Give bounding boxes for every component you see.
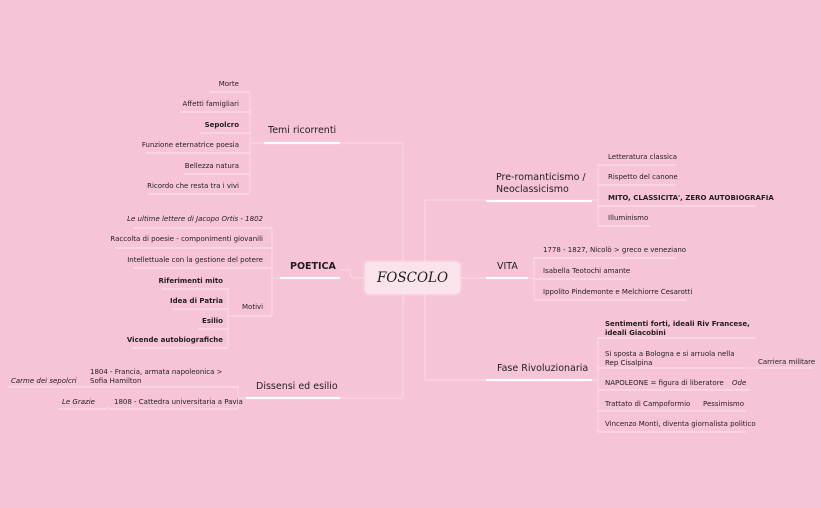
vita-item[interactable]: Ippolito Pindemonte e Melchiorre Cesarotti (543, 288, 693, 296)
preromanticismo-item[interactable]: Letteratura classica (608, 153, 678, 161)
temi-item[interactable]: Morte (218, 80, 239, 88)
fase-item[interactable]: Si sposta a Bologna e si arruola nella Rep Cisalpina (605, 350, 735, 367)
poetica-item[interactable]: Le ultime lettere di Jacopo Ortis - 1802 (127, 215, 263, 223)
fase-item[interactable]: Sentimenti forti, ideali Riv Francese, ideali Giacobini (605, 320, 750, 337)
vita-item[interactable]: Isabella Teotochi amante (543, 267, 631, 275)
dissensi-note[interactable]: Carme dei sepolcri (11, 377, 77, 385)
fase-item[interactable]: Vincenzo Monti, diventa giornalista politico (605, 420, 756, 428)
dissensi-note[interactable]: Le Grazie (62, 398, 95, 406)
motivi-item[interactable]: Riferimenti mito (158, 277, 223, 285)
temi-item[interactable]: Ricordo che resta tra i vivi (147, 182, 239, 190)
temi-item[interactable]: Affetti famigliari (182, 100, 239, 108)
preromanticismo-item[interactable]: Illuminismo (608, 214, 649, 222)
poetica-item[interactable]: Intellettuale con la gestione del potere (127, 256, 263, 264)
vita-item[interactable]: 1778 - 1827, Nicolò > greco e veneziano (543, 246, 687, 254)
branch-poetica[interactable]: POETICA (290, 261, 336, 272)
temi-item[interactable]: Funzione eternatrice poesia (141, 141, 239, 149)
preromanticismo-item[interactable]: MITO, CLASSICITA', ZERO AUTOBIOGRAFIA (608, 194, 774, 202)
branch-fase-rivoluzionaria[interactable]: Fase Rivoluzionaria (497, 363, 589, 374)
motivi-item[interactable]: Esilio (202, 317, 223, 325)
motivi-item[interactable]: Idea di Patria (170, 297, 223, 305)
branch-dissensi-esilio[interactable]: Dissensi ed esilio (256, 381, 338, 392)
fase-item[interactable]: Trattato di Campoformio (605, 400, 691, 408)
branch-temi-ricorrenti[interactable]: Temi ricorrenti (268, 125, 337, 136)
dissensi-item[interactable]: 1808 - Cattedra universitaria a Pavia (114, 398, 243, 406)
poetica-item[interactable]: Raccolta di poesie - componimenti giovanili (110, 235, 263, 243)
dissensi-item[interactable]: 1804 - Francia, armata napoleonica > Sofia Hamilton (90, 368, 223, 385)
branch-vita[interactable]: VITA (497, 261, 518, 272)
preromanticismo-item[interactable]: Rispetto del canone (608, 173, 678, 181)
fase-note[interactable]: Pessimismo (703, 400, 745, 408)
branch-preromanticismo[interactable]: Pre-romanticismo / Neoclassicismo (496, 172, 586, 195)
motivi-item[interactable]: Vicende autobiografiche (126, 336, 223, 344)
motivi-node[interactable]: Motivi (242, 303, 264, 311)
fase-item[interactable]: NAPOLEONE = figura di liberatore (605, 379, 724, 387)
fase-note[interactable]: Ode (732, 379, 747, 387)
temi-item[interactable]: Sepolcro (204, 121, 239, 129)
temi-item[interactable]: Bellezza natura (184, 162, 239, 170)
fase-note[interactable]: Carriera militare (758, 358, 816, 366)
central-topic[interactable]: FOSCOLO (365, 262, 460, 294)
